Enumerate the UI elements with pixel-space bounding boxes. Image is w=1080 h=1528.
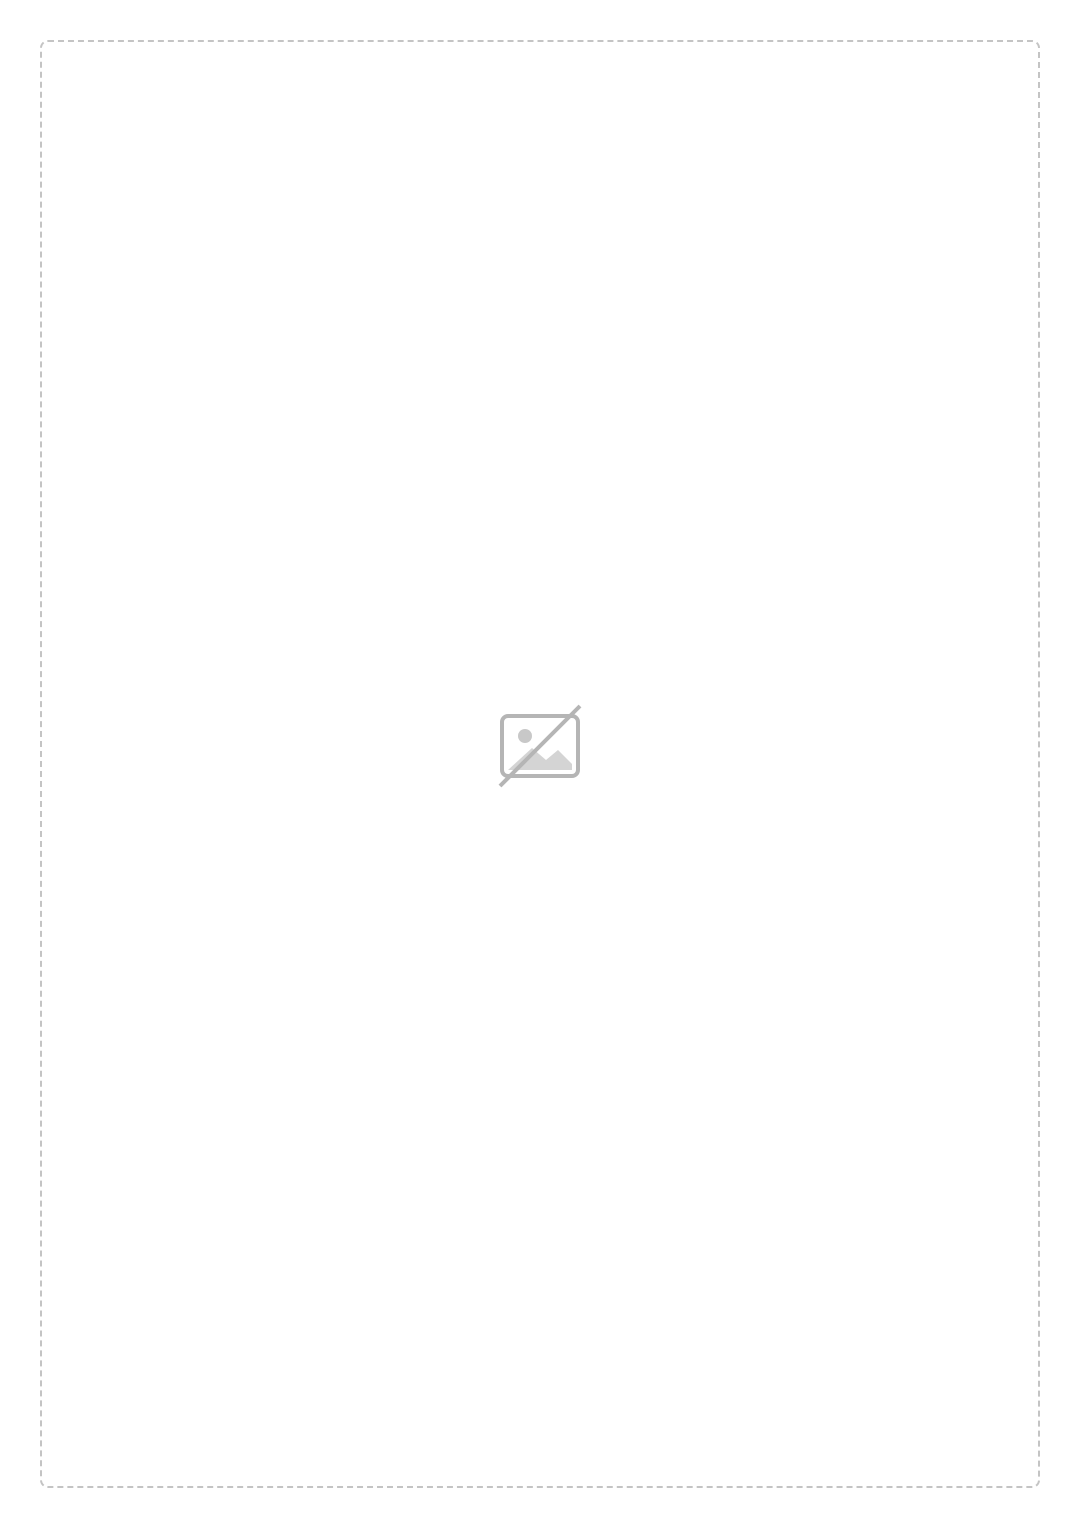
image-missing-icon — [492, 698, 588, 794]
missing-screenshot-placeholder — [40, 40, 1040, 1488]
